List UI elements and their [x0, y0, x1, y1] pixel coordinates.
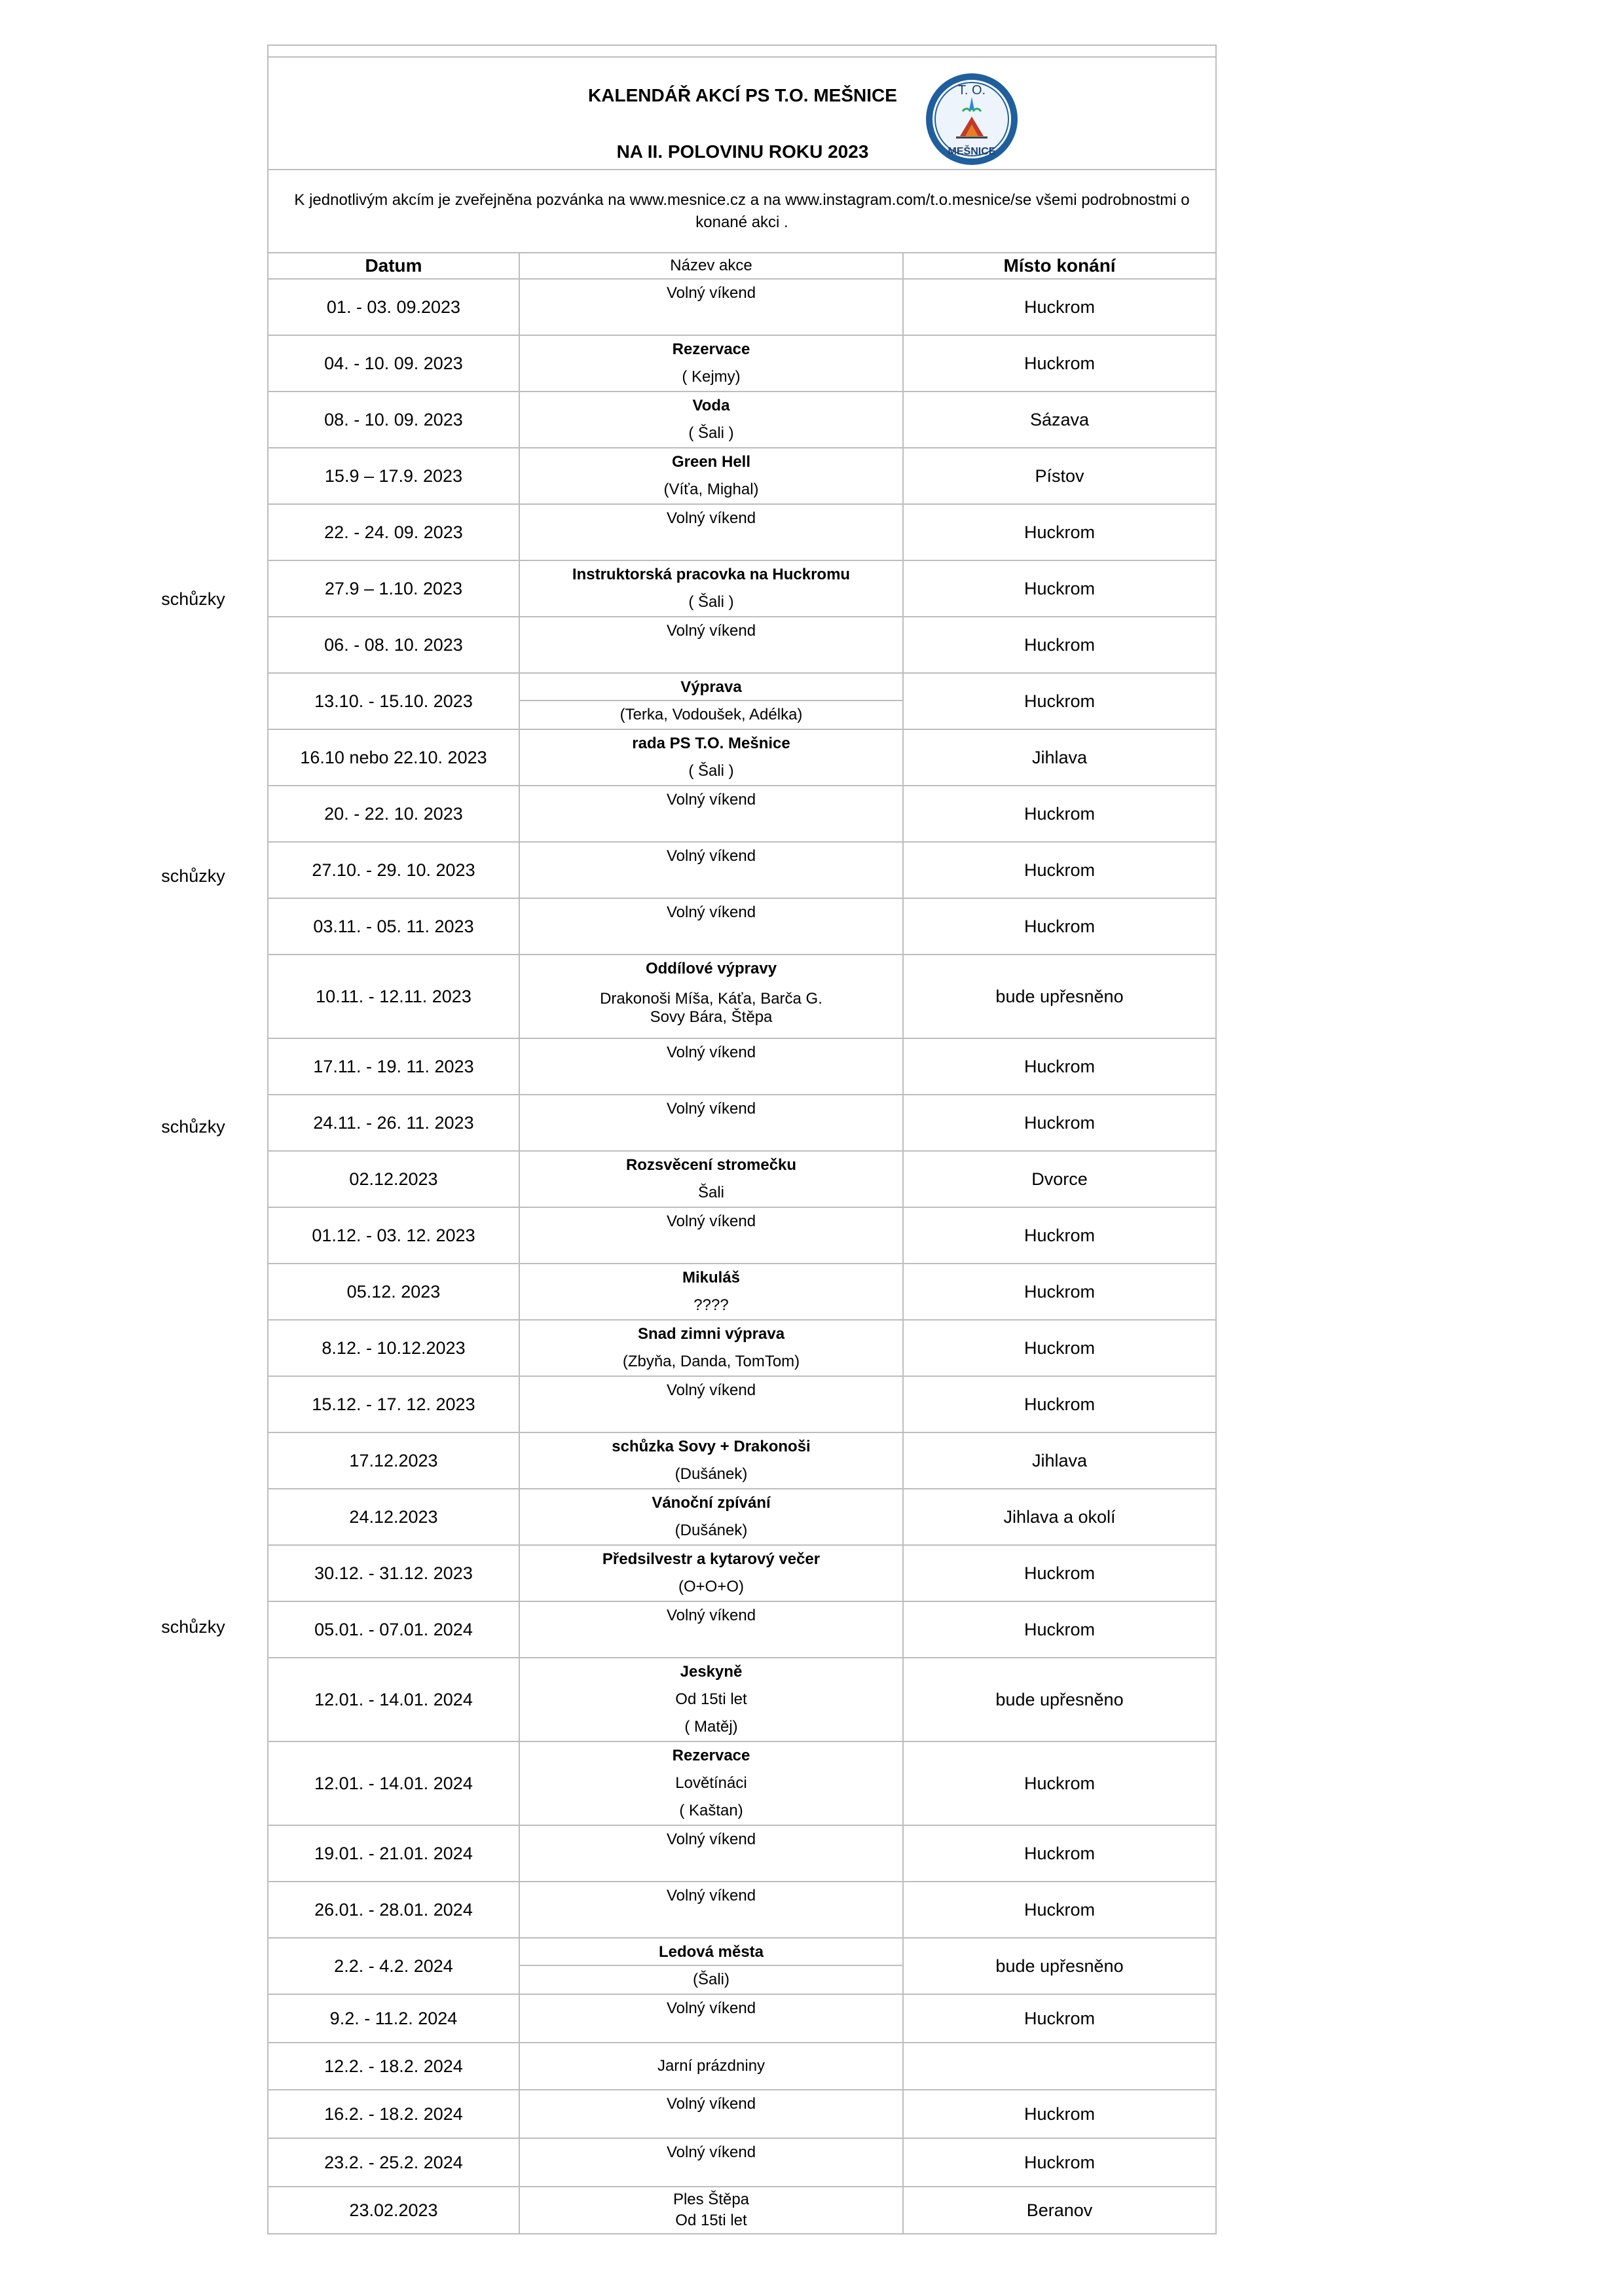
event-title: Volný víkend	[666, 1607, 756, 1624]
row-event	[519, 2187, 903, 2234]
row-event	[519, 1994, 903, 2043]
table-row	[268, 448, 1216, 504]
event-detail: (Terka, Vodoušek, Adélka)	[619, 706, 803, 723]
table-row	[268, 786, 1216, 842]
row-event	[519, 1207, 903, 1264]
table-row	[268, 1095, 1216, 1151]
table-row	[268, 2043, 1216, 2090]
row-event	[519, 1938, 903, 1994]
event-detail: (Zbyňa, Danda, TomTom)	[622, 1353, 800, 1370]
row-date: 8.12. - 10.12.2023	[268, 1320, 519, 1376]
row-date: 12.01. - 14.01. 2024	[268, 1658, 519, 1741]
event-detail: ( Šali )	[688, 762, 734, 780]
row-place: Huckrom	[903, 1376, 1216, 1432]
row-place: Huckrom	[903, 1320, 1216, 1376]
event-title: Rezervace	[672, 1747, 750, 1764]
row-date: 17.12.2023	[268, 1432, 519, 1489]
event-detail: ( Matěj)	[684, 1718, 738, 1736]
row-place: Pístov	[903, 448, 1216, 504]
event-title: Volný víkend	[666, 791, 756, 809]
table-row	[268, 898, 1216, 955]
table-row	[268, 2090, 1216, 2138]
event-title: Oddílové výpravy	[645, 960, 777, 977]
event-title: Jarní prázdniny	[657, 2057, 766, 2075]
row-date: 30.12. - 31.12. 2023	[268, 1545, 519, 1601]
row-place: Huckrom	[903, 1741, 1216, 1825]
event-title: Green Hell	[671, 453, 751, 471]
table-body	[268, 279, 1216, 2234]
table-row	[268, 1207, 1216, 1264]
table-row	[268, 279, 1216, 335]
event-detail: Šali	[697, 1184, 725, 1201]
row-event	[519, 2043, 903, 2090]
row-date: 04. - 10. 09. 2023	[268, 335, 519, 392]
row-event	[519, 560, 903, 617]
row-place: Huckrom	[903, 673, 1216, 729]
row-date: 22. - 24. 09. 2023	[268, 504, 519, 560]
event-detail: ????	[693, 1296, 729, 1314]
row-date: 10.11. - 12.11. 2023	[268, 955, 519, 1038]
event-title: Volný víkend	[666, 1212, 756, 1230]
row-date: 08. - 10. 09. 2023	[268, 392, 519, 448]
event-title: Výprava	[680, 678, 742, 696]
events-table	[267, 45, 1217, 2234]
table-row	[268, 335, 1216, 392]
row-date: 12.01. - 14.01. 2024	[268, 1741, 519, 1825]
row-place: Huckrom	[903, 1882, 1216, 1938]
row-event	[519, 1376, 903, 1432]
row-date: 15.12. - 17. 12. 2023	[268, 1376, 519, 1432]
row-place: Huckrom	[903, 2138, 1216, 2187]
event-title: Volný víkend	[666, 1381, 756, 1399]
table-row	[268, 560, 1216, 617]
event-detail: Drakonoši Míša, Káťa, Barča G.	[600, 990, 822, 1008]
row-date: 16.10 nebo 22.10. 2023	[268, 729, 519, 786]
row-event	[519, 504, 903, 560]
side-label: schůzky	[161, 1117, 225, 1137]
row-event	[519, 335, 903, 392]
row-place: Jihlava	[903, 1432, 1216, 1489]
event-title: Volný víkend	[666, 622, 756, 640]
event-title: Ledová města	[658, 1943, 764, 1961]
row-place: bude upřesněno	[903, 1658, 1216, 1741]
event-title: Mikuláš	[682, 1269, 741, 1286]
row-date: 01. - 03. 09.2023	[268, 279, 519, 335]
row-event	[519, 1320, 903, 1376]
table-row	[268, 729, 1216, 786]
table-row	[268, 1489, 1216, 1545]
row-event	[519, 786, 903, 842]
table-row	[268, 2187, 1216, 2234]
row-place: Huckrom	[903, 842, 1216, 898]
table-row	[268, 1994, 1216, 2043]
event-title: Volný víkend	[666, 1887, 756, 1904]
row-date: 23.02.2023	[268, 2187, 519, 2234]
event-title: Rozsvěcení stromečku	[625, 1156, 797, 1174]
event-title: Ples Štěpa	[673, 2191, 750, 2208]
event-title: Rezervace	[672, 340, 750, 358]
table-row	[268, 955, 1216, 1038]
row-date: 05.12. 2023	[268, 1264, 519, 1320]
row-event	[519, 279, 903, 335]
event-title: Volný víkend	[666, 847, 756, 865]
row-event	[519, 1741, 903, 1825]
row-place: Huckrom	[903, 1264, 1216, 1320]
side-label: schůzky	[161, 866, 225, 886]
row-event	[519, 1038, 903, 1095]
event-title: Předsilvestr a kytarový večer	[602, 1550, 821, 1568]
event-detail: (Šali)	[692, 1971, 729, 1988]
table-row	[268, 673, 1216, 729]
event-detail: (Dušánek)	[674, 1522, 748, 1539]
row-date: 2.2. - 4.2. 2024	[268, 1938, 519, 1994]
event-title: Volný víkend	[666, 509, 756, 527]
table-row	[268, 2138, 1216, 2187]
table-row	[268, 1825, 1216, 1882]
event-detail: ( Kaštan)	[679, 1802, 743, 1819]
row-event	[519, 673, 903, 729]
event-title: Volný víkend	[666, 903, 756, 921]
column-header-name: Název akce	[519, 253, 903, 279]
row-event	[519, 617, 903, 673]
row-event	[519, 1151, 903, 1207]
table-row	[268, 842, 1216, 898]
row-date: 12.2. - 18.2. 2024	[268, 2043, 519, 2090]
event-detail: ( Šali )	[688, 424, 734, 442]
svg-text:T. O.: T. O.	[957, 83, 986, 98]
event-detail: Sovy Bára, Štěpa	[650, 1008, 773, 1026]
table-row	[268, 1938, 1216, 1994]
event-detail: ( Kejmy)	[682, 368, 741, 386]
row-event	[519, 1601, 903, 1658]
row-date: 20. - 22. 10. 2023	[268, 786, 519, 842]
table-row	[268, 1376, 1216, 1432]
event-title: Volný víkend	[666, 2095, 756, 2113]
table-row	[268, 1432, 1216, 1489]
event-title: Jeskyně	[680, 1663, 743, 1681]
row-event	[519, 1658, 903, 1741]
event-detail: (Dušánek)	[674, 1465, 748, 1483]
row-place: Dvorce	[903, 1151, 1216, 1207]
row-date: 27.10. - 29. 10. 2023	[268, 842, 519, 898]
event-detail: ( Šali )	[688, 593, 734, 611]
row-place: Huckrom	[903, 1038, 1216, 1095]
row-date: 19.01. - 21.01. 2024	[268, 1825, 519, 1882]
table-row	[268, 1658, 1216, 1741]
event-title: Volný víkend	[666, 284, 756, 302]
column-header-place: Místo konání	[903, 253, 1216, 279]
page-subtitle: NA II. POLOVINU ROKU 2023	[616, 141, 869, 162]
row-event	[519, 392, 903, 448]
row-date: 01.12. - 03. 12. 2023	[268, 1207, 519, 1264]
row-event	[519, 1545, 903, 1601]
row-date: 27.9 – 1.10. 2023	[268, 560, 519, 617]
row-place: Huckrom	[903, 786, 1216, 842]
table-row	[268, 617, 1216, 673]
row-date: 17.11. - 19. 11. 2023	[268, 1038, 519, 1095]
row-place: bude upřesněno	[903, 955, 1216, 1038]
event-title: Instruktorská pracovka na Huckromu	[572, 566, 851, 583]
row-date: 24.11. - 26. 11. 2023	[268, 1095, 519, 1151]
table-row	[268, 1151, 1216, 1207]
row-place: Huckrom	[903, 898, 1216, 955]
table-row	[268, 1264, 1216, 1320]
row-date: 06. - 08. 10. 2023	[268, 617, 519, 673]
row-event	[519, 842, 903, 898]
event-title: Volný víkend	[666, 1044, 756, 1061]
side-label: schůzky	[161, 589, 225, 609]
event-title: Vánoční zpívání	[652, 1494, 771, 1512]
row-place: Huckrom	[903, 2090, 1216, 2138]
row-place	[903, 2043, 1216, 2090]
event-title: Volný víkend	[666, 1100, 756, 1118]
row-place: bude upřesněno	[903, 1938, 1216, 1994]
row-date: 26.01. - 28.01. 2024	[268, 1882, 519, 1938]
event-detail: Lovětínáci	[675, 1774, 747, 1792]
row-place: Huckrom	[903, 560, 1216, 617]
row-place: Jihlava	[903, 729, 1216, 786]
svg-text:MEŠNICE: MEŠNICE	[948, 146, 996, 157]
event-detail: Od 15ti let	[675, 1690, 747, 1708]
title-cell	[268, 57, 1216, 170]
row-place: Huckrom	[903, 279, 1216, 335]
side-label: schůzky	[161, 1617, 225, 1637]
event-detail: (O+O+O)	[678, 1578, 745, 1595]
table-row	[268, 504, 1216, 560]
row-event	[519, 729, 903, 786]
logo-icon	[923, 71, 1020, 168]
row-event	[519, 448, 903, 504]
row-place: Huckrom	[903, 1095, 1216, 1151]
page-title: KALENDÁŘ AKCÍ PS T.O. MEŠNICE	[588, 85, 897, 105]
row-place: Beranov	[903, 2187, 1216, 2234]
row-date: 05.01. - 07.01. 2024	[268, 1601, 519, 1658]
cell-divider	[520, 700, 902, 701]
row-place: Sázava	[903, 392, 1216, 448]
row-event	[519, 2138, 903, 2187]
row-event	[519, 1882, 903, 1938]
table-row	[268, 1320, 1216, 1376]
row-date: 16.2. - 18.2. 2024	[268, 2090, 519, 2138]
column-header-date: Datum	[268, 253, 519, 279]
event-title: Volný víkend	[666, 1831, 756, 1848]
intro-text: K jednotlivým akcím je zveřejněna pozvánka na www.mesnice.cz a na www.instagram.com/t.o.mesnice/se všemi podrobnostmi o konané akci .	[268, 170, 1216, 253]
row-place: Huckrom	[903, 617, 1216, 673]
row-date: 9.2. - 11.2. 2024	[268, 1994, 519, 2043]
table-row	[268, 1038, 1216, 1095]
row-event	[519, 1489, 903, 1545]
event-title: schůzka Sovy + Drakonoši	[612, 1438, 811, 1455]
row-place: Huckrom	[903, 1207, 1216, 1264]
row-place: Huckrom	[903, 1994, 1216, 2043]
event-title: rada PS T.O. Mešnice	[632, 735, 790, 752]
table-row	[268, 392, 1216, 448]
event-title: Volný víkend	[666, 2143, 756, 2161]
event-title: Snad zimni výprava	[637, 1325, 785, 1343]
row-event	[519, 1264, 903, 1320]
row-date: 24.12.2023	[268, 1489, 519, 1545]
row-place: Huckrom	[903, 504, 1216, 560]
row-date: 13.10. - 15.10. 2023	[268, 673, 519, 729]
row-event	[519, 1432, 903, 1489]
row-place: Huckrom	[903, 1601, 1216, 1658]
row-event	[519, 2090, 903, 2138]
event-title: Voda	[692, 397, 730, 414]
event-detail: Od 15ti let	[675, 2212, 747, 2229]
row-event	[519, 955, 903, 1038]
row-event	[519, 1095, 903, 1151]
table-row	[268, 1545, 1216, 1601]
row-event	[519, 1825, 903, 1882]
row-place: Huckrom	[903, 335, 1216, 392]
document	[267, 45, 1215, 2234]
event-detail: (Víťa, Mighal)	[663, 481, 759, 498]
row-place: Huckrom	[903, 1545, 1216, 1601]
event-title: Volný víkend	[666, 1999, 756, 2017]
row-date: 02.12.2023	[268, 1151, 519, 1207]
table-row	[268, 1882, 1216, 1938]
row-place: Jihlava a okolí	[903, 1489, 1216, 1545]
row-date: 15.9 – 17.9. 2023	[268, 448, 519, 504]
row-date: 23.2. - 25.2. 2024	[268, 2138, 519, 2187]
cell-divider	[520, 1965, 902, 1966]
table-row	[268, 1741, 1216, 1825]
row-place: Huckrom	[903, 1825, 1216, 1882]
row-date: 03.11. - 05. 11. 2023	[268, 898, 519, 955]
row-event	[519, 898, 903, 955]
table-row	[268, 1601, 1216, 1658]
